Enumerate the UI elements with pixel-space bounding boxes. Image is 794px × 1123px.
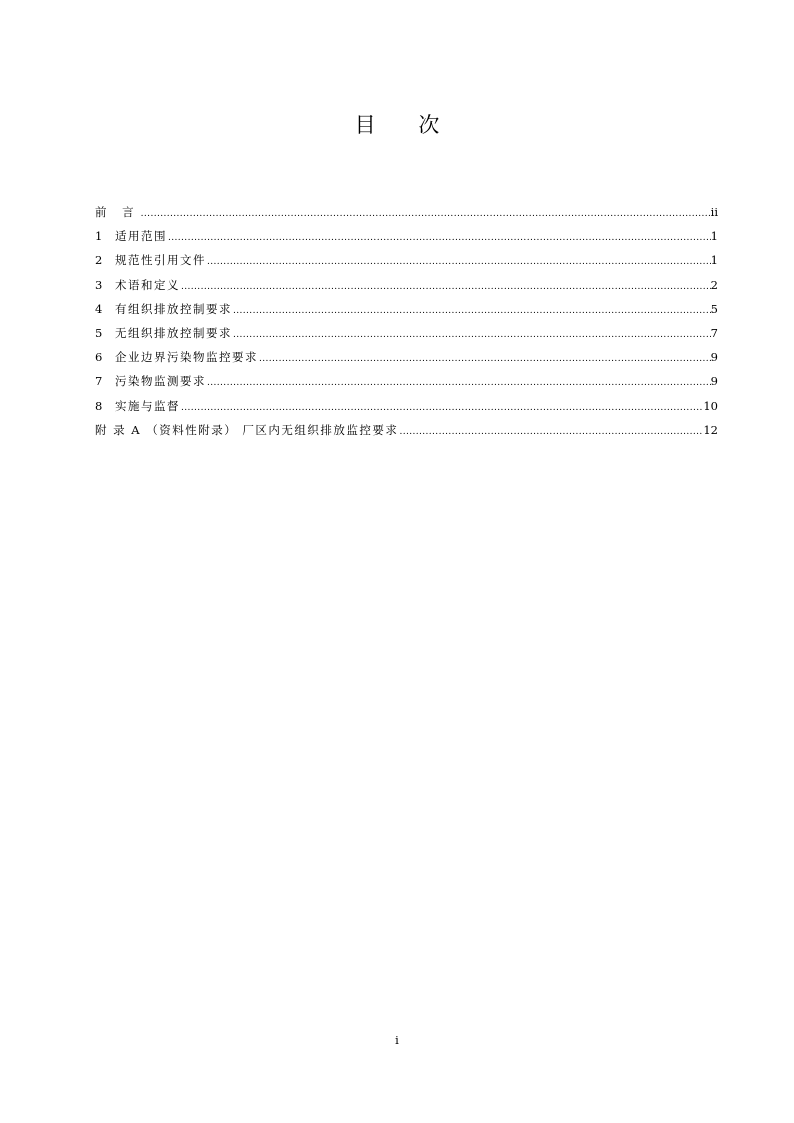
toc-entry-page: 5 [710, 301, 718, 316]
toc-entry-3[interactable] [95, 273, 718, 297]
toc-entry-foreword[interactable] [95, 200, 718, 224]
toc-entry-4[interactable] [95, 297, 718, 321]
toc-leader-dots [206, 371, 711, 395]
toc-entry-title: 实施与监督 [115, 398, 180, 413]
toc-entry-title: 无组织排放控制要求 [115, 325, 232, 340]
toc-entry-page: 9 [710, 350, 718, 365]
toc-leader-dots [232, 299, 711, 323]
toc-leader-dots [180, 275, 711, 299]
toc-entry-number: 7 [95, 374, 103, 389]
toc-entry-title: 附 录 A （资料性附录） 厂区内无组织排放监控要求 [95, 422, 399, 437]
toc-entry-title: 术语和定义 [115, 277, 180, 292]
toc-entry-1[interactable] [95, 224, 718, 248]
toc-entry-7[interactable] [95, 369, 718, 393]
toc-leader-dots [232, 323, 711, 347]
page-title: 目 次 [354, 113, 458, 137]
toc-entry-number: 2 [95, 253, 103, 268]
toc-entry-appendix-a[interactable] [95, 418, 718, 442]
toc-leader-dots [206, 250, 711, 274]
toc-entry-page: 1 [710, 229, 718, 244]
toc-entry-page: 9 [710, 374, 718, 389]
toc-entry-number: 5 [95, 325, 103, 340]
toc-entry-title: 规范性引用文件 [115, 253, 206, 268]
table-of-contents [95, 200, 718, 442]
toc-entry-number: 1 [95, 229, 103, 244]
toc-entry-number: 3 [95, 277, 103, 292]
toc-leader-dots [398, 420, 703, 444]
toc-entry-page: ii [710, 205, 718, 219]
toc-leader-dots [180, 396, 703, 420]
toc-entry-page: 1 [710, 253, 718, 268]
page-number: i [395, 1033, 399, 1047]
toc-entry-title: 企业边界污染物监控要求 [115, 350, 258, 365]
toc-entry-title: 适用范围 [115, 229, 167, 244]
toc-leader-dots [140, 202, 711, 226]
toc-entry-number: 8 [95, 398, 103, 413]
toc-entry-6[interactable] [95, 345, 718, 369]
toc-entry-page: 7 [710, 325, 718, 340]
toc-entry-8[interactable] [95, 394, 718, 418]
toc-entry-title: 污染物监测要求 [115, 374, 206, 389]
toc-entry-number: 6 [95, 350, 103, 365]
toc-entry-page: 2 [710, 277, 718, 292]
toc-entry-2[interactable] [95, 248, 718, 272]
toc-entry-5[interactable] [95, 321, 718, 345]
toc-entry-number: 4 [95, 301, 103, 316]
toc-entry-page: 12 [703, 422, 718, 437]
toc-leader-dots [167, 226, 711, 250]
toc-entry-page: 10 [703, 398, 718, 413]
toc-entry-title: 有组织排放控制要求 [115, 301, 232, 316]
toc-leader-dots [258, 347, 711, 371]
toc-entry-title: 前 言 [95, 205, 140, 219]
